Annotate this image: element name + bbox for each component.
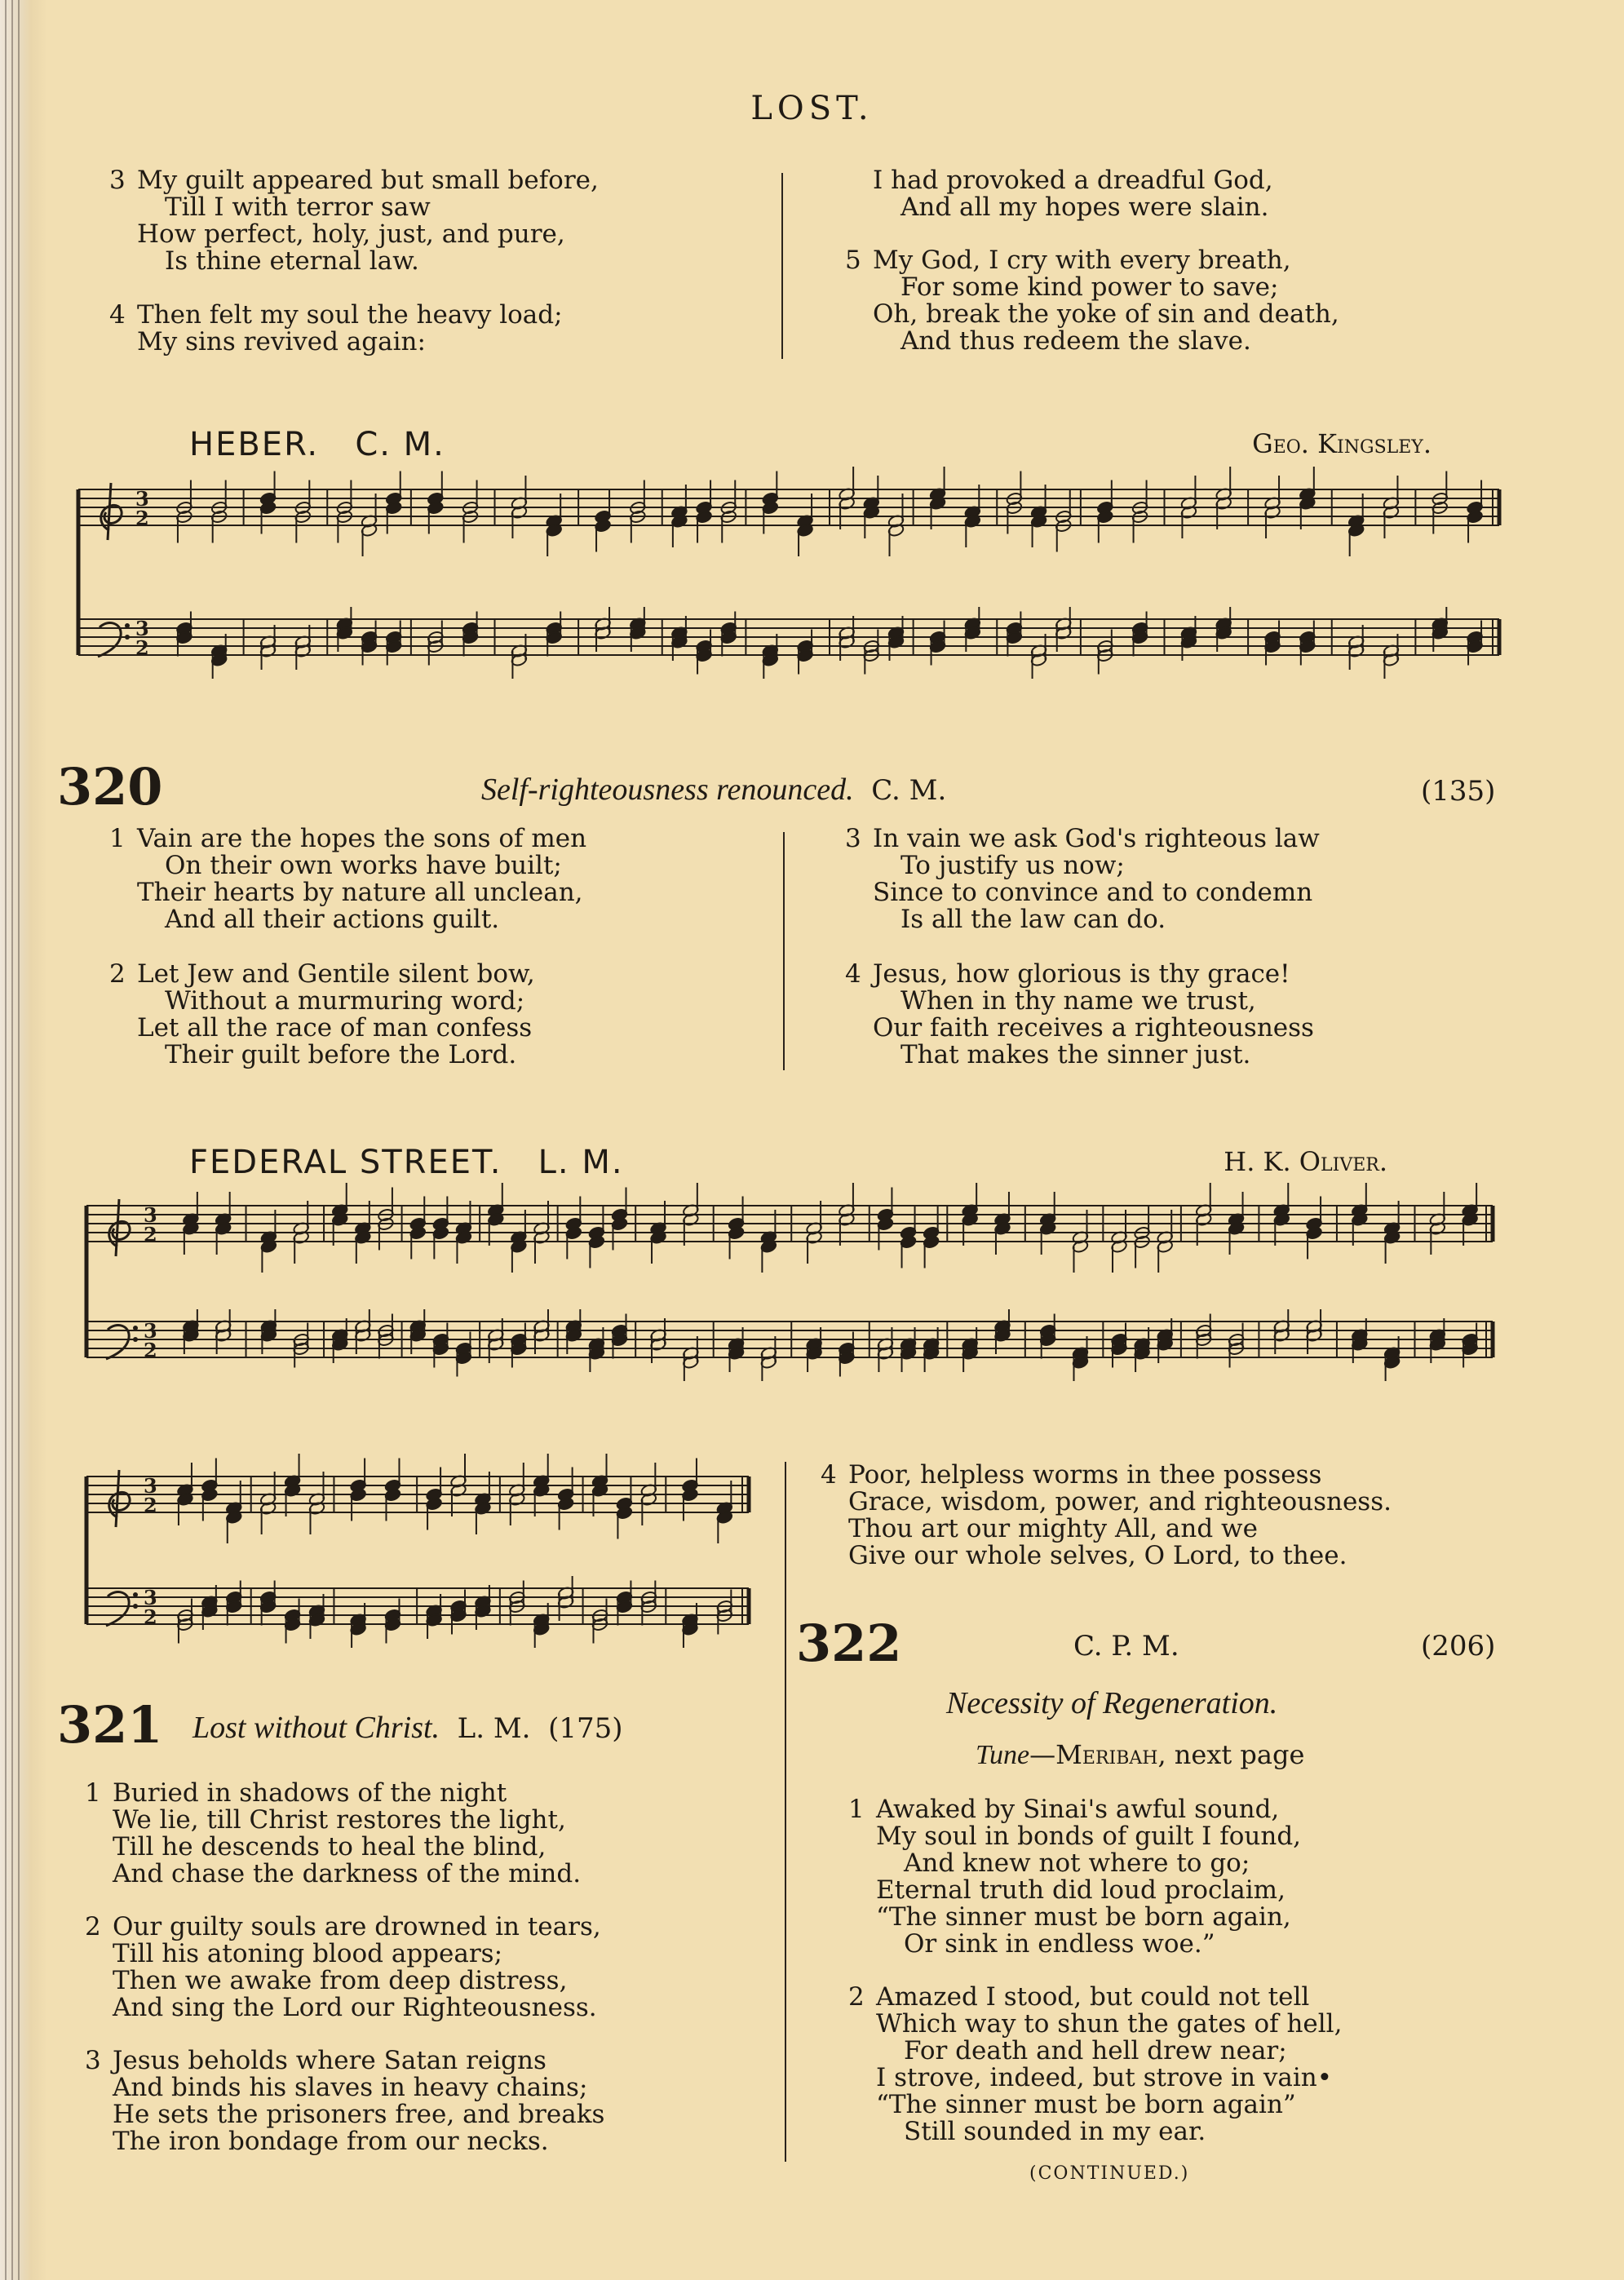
verse-line: Their hearts by nature all unclean,	[137, 878, 583, 907]
svg-text:2: 2	[144, 1339, 157, 1362]
hymn-number: 320	[57, 757, 163, 817]
tune-reference: Tune—Meribah, next page	[976, 1739, 1305, 1770]
verse-line: My sins revived again:	[137, 327, 426, 356]
verse-line: Buried in shadows of the night	[113, 1778, 507, 1808]
stanza-319-cont	[873, 167, 1273, 221]
verse-line: Jesus beholds where Satan reigns	[113, 2046, 546, 2075]
hymn-title-text: Self-righteousness renounced.	[481, 773, 854, 807]
column-rule	[785, 1462, 786, 2162]
hymn-ref: (135)	[1421, 775, 1496, 808]
stanza-number: 4	[821, 1460, 837, 1490]
verse-line: Their guilt before the Lord.	[165, 1040, 517, 1069]
stanza-320-2	[109, 959, 535, 1069]
verse-line: Which way to shun the gates of hell,	[876, 2009, 1343, 2039]
verse-line: We lie, till Christ restores the light,	[113, 1805, 566, 1835]
verse-line: My soul in bonds of guilt I found,	[876, 1822, 1302, 1851]
verse-line: Till he descends to heal the blind,	[113, 1832, 546, 1862]
stanza-321-1	[85, 1778, 582, 1888]
verse-line: And thus redeem the slave.	[901, 326, 1251, 356]
svg-text:3: 3	[144, 1474, 157, 1498]
verse-line: Till I with terror saw	[165, 193, 431, 222]
verse-line: On their own works have built;	[165, 851, 562, 880]
svg-text:3: 3	[144, 1319, 157, 1343]
verse-line: The iron bondage from our necks.	[113, 2127, 549, 2156]
hymn-title	[192, 1710, 623, 1746]
hymn-meter: L. M.	[457, 1712, 531, 1745]
stanza-number: 2	[848, 1982, 865, 2012]
verse-line: And knew not where to go;	[904, 1848, 1250, 1878]
verse-line: Poor, helpless worms in thee possess	[848, 1460, 1322, 1490]
stanza-number: 1	[85, 1778, 101, 1808]
verse-line: That makes the sinner just.	[901, 1040, 1251, 1069]
svg-text:3: 3	[144, 1203, 157, 1227]
verse-line: Or sink in endless woe.”	[904, 1929, 1215, 1959]
verse-line: Let all the race of man confess	[137, 1013, 533, 1043]
tune-label: Tune	[976, 1740, 1030, 1770]
verse-line: Jesus, how glorious is thy grace!	[873, 959, 1290, 989]
stanza-number: 1	[848, 1795, 865, 1824]
verse-line: For some kind power to save;	[901, 272, 1279, 302]
tune-name: Meribah,	[1055, 1739, 1166, 1770]
stanza-321-3	[85, 2046, 605, 2156]
verse-line: And sing the Lord our Righteousness.	[113, 1993, 597, 2022]
verse-line: Our faith receives a righteousness	[873, 1013, 1314, 1043]
stanza-319-4	[109, 300, 563, 356]
hymn-ref: (175)	[548, 1712, 623, 1745]
stanza-320-3	[845, 824, 1320, 934]
verse-line: In vain we ask God's righteous law	[873, 824, 1320, 853]
hymn-title-text: Necessity of Regeneration.	[946, 1686, 1278, 1720]
verse-line: And all their actions guilt.	[165, 905, 500, 934]
treble-clef-icon	[109, 1199, 130, 1256]
stanza-number: 3	[85, 2046, 101, 2075]
tune-heading-federal-street	[189, 1144, 624, 1181]
tune-meter: C. M.	[355, 426, 445, 463]
svg-text:2: 2	[144, 1494, 157, 1517]
verse-line: He sets the prisoners free, and breaks	[113, 2100, 605, 2129]
verse-line: Oh, break the yoke of sin and death,	[873, 299, 1339, 329]
verse-line: My God, I cry with every breath,	[873, 246, 1291, 275]
verse-line: Let Jew and Gentile silent bow,	[137, 959, 535, 989]
verse-line: For death and hell drew near;	[904, 2036, 1287, 2065]
tune-location: next page	[1174, 1739, 1305, 1770]
stanza-322-1	[848, 1795, 1302, 1959]
music-score-heber	[64, 473, 1507, 734]
svg-text:2: 2	[144, 1605, 157, 1629]
stanza-319-3	[109, 166, 599, 276]
music-score-federal-street-2	[72, 1460, 757, 1689]
hymn-ref: (206)	[1421, 1630, 1496, 1662]
verse-line: To justify us now;	[901, 851, 1125, 880]
verse-line: Then felt my soul the heavy load;	[137, 300, 563, 330]
running-head: LOST.	[750, 90, 874, 127]
verse-line: My guilt appeared but small before,	[137, 166, 599, 195]
stanza-321-4	[821, 1460, 1392, 1570]
stanza-number: 4	[845, 959, 861, 989]
verse-line: And chase the darkness of the mind.	[113, 1859, 582, 1888]
tune-name: HEBER.	[189, 426, 320, 463]
stanza-319-5	[845, 246, 1339, 356]
svg-text:2: 2	[135, 507, 149, 530]
continued-note: (CONTINUED.)	[1029, 2163, 1190, 2184]
treble-clef-icon	[109, 1470, 130, 1527]
verse-line: And all my hopes were slain.	[901, 193, 1269, 222]
verse-line: Vain are the hopes the sons of men	[137, 824, 587, 853]
stanza-number: 2	[109, 959, 126, 989]
stanza-number: 2	[85, 1912, 101, 1941]
stanza-number: 3	[109, 166, 126, 195]
column-rule	[783, 832, 785, 1070]
stanza-number: 5	[845, 246, 861, 275]
svg-text:3: 3	[144, 1586, 157, 1609]
verse-line: Awaked by Sinai's awful sound,	[876, 1795, 1280, 1824]
verse-line: Amazed I stood, but could not tell	[876, 1982, 1310, 2012]
tune-heading-heber	[189, 426, 445, 463]
verse-line: Still sounded in my ear.	[904, 2117, 1206, 2146]
verse-line: I had provoked a dreadful God,	[873, 166, 1273, 195]
verse-line: Our guilty souls are drowned in tears,	[113, 1912, 601, 1941]
hymn-number: 321	[57, 1695, 163, 1755]
verse-line: Since to convince and to condemn	[873, 878, 1313, 907]
verse-line: “The sinner must be born again”	[876, 2090, 1296, 2119]
verse-line: How perfect, holy, just, and pure,	[137, 219, 565, 249]
verse-line: Without a murmuring word;	[165, 986, 525, 1016]
verse-line: Is all the law can do.	[901, 905, 1166, 934]
music-score-federal-street-1	[72, 1189, 1501, 1426]
verse-line: Thou art our mighty All, and we	[848, 1514, 1258, 1543]
verse-line: Grace, wisdom, power, and righteousness.	[848, 1487, 1392, 1516]
page-edge	[0, 0, 47, 2280]
verse-line: Then we awake from deep distress,	[113, 1966, 568, 1995]
hymn-number: 322	[796, 1614, 902, 1673]
stanza-320-1	[109, 824, 587, 934]
hymn-title	[946, 1685, 1277, 1721]
treble-clef-icon	[101, 483, 122, 540]
stanza-number: 4	[109, 300, 126, 330]
svg-text:2: 2	[144, 1223, 157, 1246]
stanza-321-2	[85, 1912, 601, 2022]
verse-line: Till his atoning blood appears;	[113, 1939, 503, 1968]
column-rule	[781, 173, 783, 359]
verse-line: I strove, indeed, but strove in vain•	[876, 2063, 1333, 2092]
tune-meter: L. M.	[538, 1144, 624, 1181]
verse-line: “The sinner must be born again,	[876, 1902, 1291, 1932]
hymn-title-text: Lost without Christ.	[192, 1711, 440, 1745]
stanza-322-2	[848, 1982, 1343, 2146]
verse-line: When in thy name we trust,	[901, 986, 1256, 1016]
svg-text:3: 3	[135, 487, 149, 511]
stanza-number: 1	[109, 824, 126, 853]
verse-line: Give our whole selves, O Lord, to thee.	[848, 1541, 1347, 1570]
hymn-title	[481, 772, 946, 808]
hymn-meter: C. M.	[871, 774, 947, 807]
verse-line: And binds his slaves in heavy chains;	[113, 2073, 588, 2102]
composer: Geo. Kingsley.	[1252, 428, 1432, 459]
svg-text:2: 2	[135, 636, 149, 660]
verse-line: Eternal truth did loud proclaim,	[876, 1875, 1285, 1905]
svg-text:3: 3	[135, 617, 149, 640]
stanza-320-4	[845, 959, 1314, 1069]
tune-name: FEDERAL STREET.	[189, 1144, 502, 1181]
stanza-number: 3	[845, 824, 861, 853]
composer: H. K. Oliver.	[1224, 1146, 1387, 1177]
verse-line: Is thine eternal law.	[165, 246, 419, 276]
hymn-meter: C. P. M.	[1073, 1630, 1179, 1662]
